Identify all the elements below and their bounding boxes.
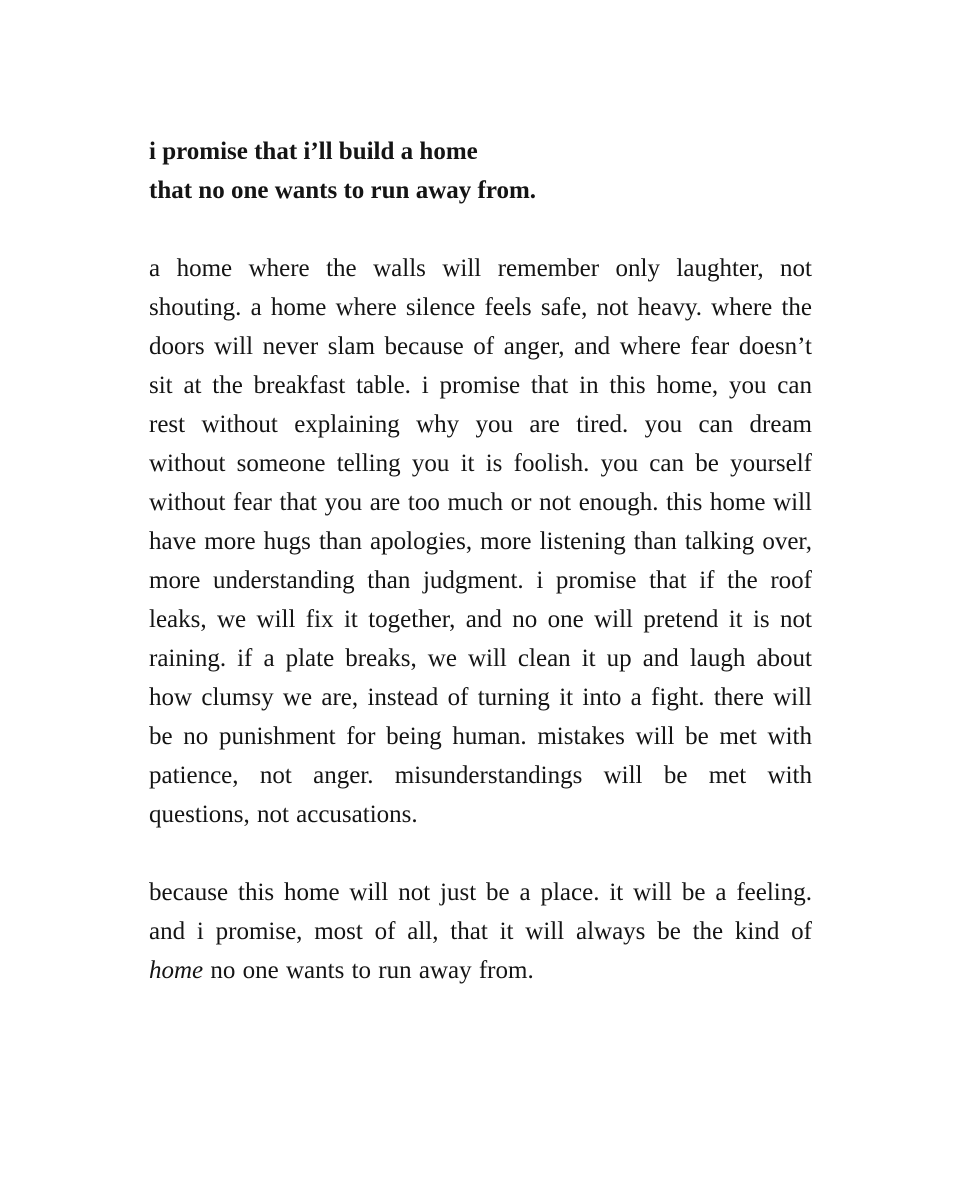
title-line-1: i promise that i’ll build a home: [149, 138, 478, 165]
paragraph-2-text-after: no one wants to run away from.: [203, 957, 534, 984]
poem-body: [149, 132, 812, 990]
paragraph-2-text-before: because this home will not just be a place. it will be a feeling. and i promise, most of all, that it will always be the kind of: [149, 879, 812, 945]
paragraph-2: [149, 873, 812, 990]
poem-title: [149, 132, 812, 210]
paragraph-2-emphasis: home: [149, 957, 204, 984]
paragraph-1: a home where the walls will remember only laughter, not shouting. a home where silence feels safe, not heavy. where the doors will never slam because of anger, and where fear doesn’t sit at the breakfast table. i promise that in this home, you can rest without explaining why you are tired. you can dream without someone telling you it is foolish. you can be yourself without fear that you are too much or not enough. this home will have more hugs than apologies, more listening than talking over, more understanding than judgment. i promise that if the roof leaks, we will fix it together, and no one will pretend it is not raining. if a plate breaks, we will clean it up and laugh about how clumsy we are, instead of turning it into a fight. there will be no punishment for being human. mistakes will be met with patience, not anger. misunderstandings will be met with questions, not accusations.: [149, 255, 812, 828]
title-line-2: that no one wants to run away from.: [149, 177, 537, 204]
